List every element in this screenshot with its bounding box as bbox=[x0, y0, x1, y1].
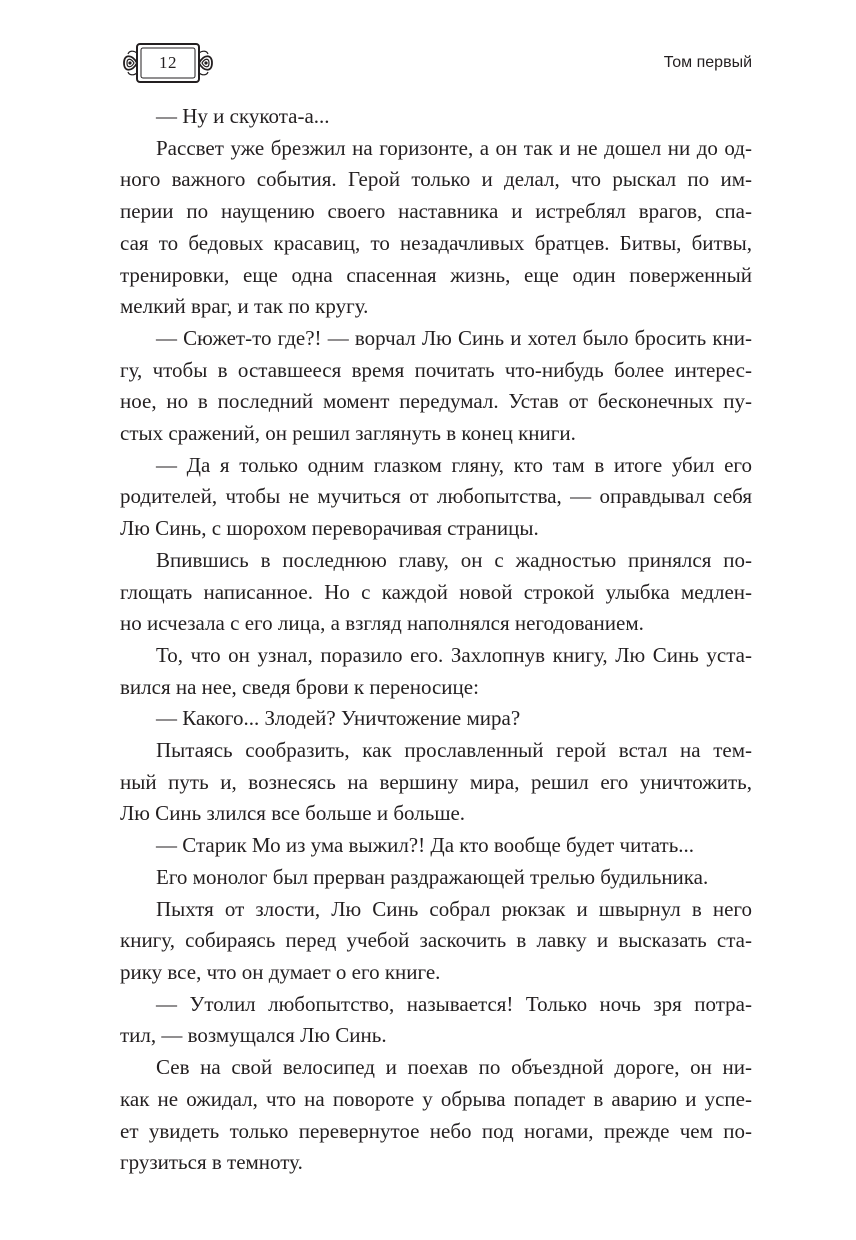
paragraph bbox=[120, 703, 752, 735]
text-line: — Сюжет-то где?! — ворчал Лю Синь и хотел было бросить кни- bbox=[156, 325, 752, 350]
running-head: Том первый bbox=[663, 54, 752, 71]
text-line: Впившись в последнюю главу, он с жадностью принялся по- bbox=[156, 547, 752, 572]
paragraph bbox=[120, 323, 752, 450]
text-line: тил, — возмущался Лю Синь. bbox=[120, 1023, 387, 1048]
text-line: Лю Синь, с шорохом переворачивая страницы. bbox=[120, 516, 539, 541]
paragraph bbox=[120, 894, 752, 989]
text-line: как не ожидал, что на повороте у обрыва попадет в аварию и успе- bbox=[120, 1086, 752, 1111]
text-line: перии по наущению своего наставника и истреблял врагов, спа- bbox=[120, 199, 752, 224]
text-line: ного важного события. Герой только и делал, что рыскал по им- bbox=[120, 167, 752, 192]
text-line: но исчезала с его лица, а взгляд наполнялся негодованием. bbox=[120, 611, 644, 636]
text-line: — Старик Мо из ума выжил?! Да кто вообще будет читать... bbox=[156, 833, 695, 858]
text-line: — Какого... Злодей? Уничтожение мира? bbox=[156, 706, 521, 731]
text-line: грузиться в темноту. bbox=[120, 1150, 303, 1175]
text-line: тренировки, еще одна спасенная жизнь, еще один поверженный bbox=[120, 262, 752, 287]
paragraph bbox=[120, 101, 752, 133]
text-line: мелкий враг, и так по кругу. bbox=[120, 294, 369, 319]
text-line: сая то бедовых красавиц, то незадачливых братцев. Битвы, битвы, bbox=[120, 230, 752, 255]
text-line: ный путь и, вознесясь на вершину мира, решил его уничтожить, bbox=[120, 769, 752, 794]
text-line: — Ну и скукота-а... bbox=[156, 104, 330, 128]
paragraph bbox=[120, 133, 752, 323]
paragraph bbox=[120, 545, 752, 640]
paragraph bbox=[120, 1052, 752, 1179]
text-line: То, что он узнал, поразило его. Захлопнув книгу, Лю Синь уста- bbox=[156, 642, 752, 667]
text-line: Рассвет уже брезжил на горизонте, а он так и не дошел ни до од- bbox=[156, 135, 752, 160]
text-line: глощать написанное. Но с каждой новой строкой улыбка медлен- bbox=[120, 579, 752, 604]
paragraph bbox=[120, 735, 752, 830]
page-number-badge bbox=[120, 42, 216, 84]
text-line: Лю Синь злился все больше и больше. bbox=[120, 801, 466, 826]
paragraph bbox=[120, 450, 752, 545]
text-line: вился на нее, сведя брови к переносице: bbox=[120, 674, 479, 699]
text-line: ет увидеть только перевернутое небо под ногами, прежде чем по- bbox=[120, 1118, 752, 1143]
text-line: книгу, собираясь перед учебой заскочить в лавку и высказать ста- bbox=[120, 928, 752, 953]
text-line: родителей, чтобы не мучиться от любопытства, — оправдывал себя bbox=[120, 484, 752, 509]
body-text bbox=[120, 101, 752, 1179]
text-line: рику все, что он думает о его книге. bbox=[120, 959, 441, 984]
text-line: — Да я только одним глазком гляну, кто там в итоге убил его bbox=[156, 452, 752, 477]
text-line: ное, но в последний момент передумал. Устав от бесконечных пу- bbox=[120, 389, 752, 414]
text-line: Его монолог был прерван раздражающей трелью будильника. bbox=[156, 864, 709, 889]
text-line: Пытаясь сообразить, как прославленный герой встал на тем- bbox=[156, 738, 752, 763]
text-line: Пыхтя от злости, Лю Синь собрал рюкзак и швырнул в него bbox=[156, 896, 752, 921]
page-number: 12 bbox=[159, 53, 177, 72]
text-line: стых сражений, он решил заглянуть в конец книги. bbox=[120, 421, 576, 446]
text-line: гу, чтобы в оставшееся время почитать что-нибудь более интерес- bbox=[120, 357, 752, 382]
paragraph bbox=[120, 640, 752, 703]
text-line: Сев на свой велосипед и поехав по объездной дороге, он ни- bbox=[156, 1055, 752, 1080]
paragraph bbox=[120, 830, 752, 862]
text-line: — Утолил любопытство, называется! Только ночь зря потра- bbox=[156, 991, 752, 1016]
paragraph bbox=[120, 989, 752, 1052]
paragraph bbox=[120, 862, 752, 894]
page-header bbox=[120, 42, 752, 84]
